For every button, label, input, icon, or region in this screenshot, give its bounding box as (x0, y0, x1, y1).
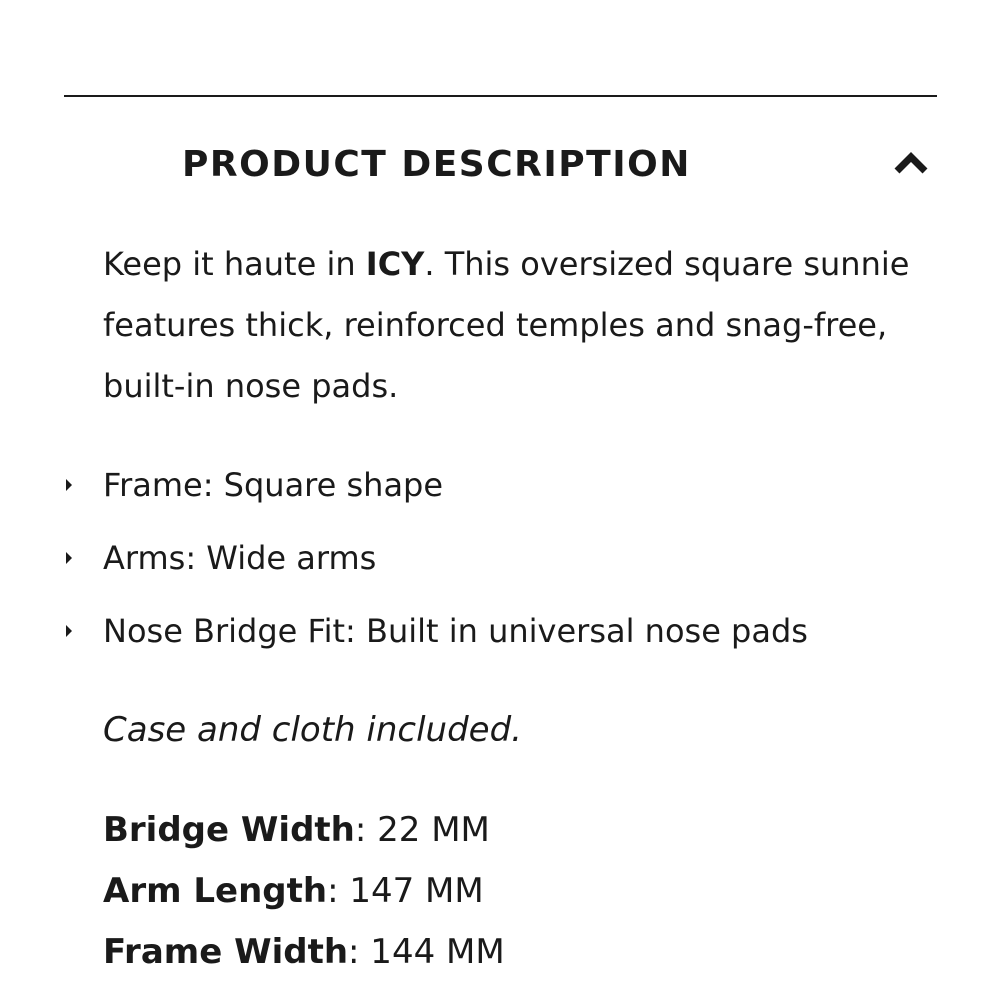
spec-list (103, 800, 505, 983)
feature-text: Arms: Wide arms (103, 539, 377, 577)
feature-list (0, 454, 1000, 673)
chevron-up-icon (888, 144, 934, 180)
list-item (0, 600, 1000, 673)
spec-value: : 144 MM (348, 932, 505, 972)
product-description-header[interactable] (0, 138, 1000, 194)
list-item (0, 454, 1000, 527)
bullet-icon (64, 478, 74, 492)
bullet-icon (64, 624, 74, 638)
spec-row (103, 861, 505, 922)
intro-text-start: Keep it haute in (103, 245, 366, 283)
product-intro (103, 234, 963, 417)
feature-text: Frame: Square shape (103, 466, 444, 504)
intro-highlight: ICY (365, 245, 425, 283)
spec-label: Arm Length (103, 871, 328, 911)
section-divider (64, 95, 937, 97)
spec-value: : 147 MM (327, 871, 484, 911)
bullet-icon (64, 551, 74, 565)
intro-text-end: . This oversized square sunnie features thick, reinforced temples and snag-free, built-in nose pads. (103, 245, 910, 405)
spec-label: Frame Width (103, 932, 349, 972)
section-title: PRODUCT DESCRIPTION (182, 144, 691, 185)
collapse-toggle-button[interactable] (888, 144, 934, 180)
spec-row (103, 922, 505, 983)
feature-text: Nose Bridge Fit: Built in universal nose pads (103, 612, 808, 650)
included-note: Case and cloth included. (103, 710, 522, 750)
list-item (0, 527, 1000, 600)
spec-label: Bridge Width (103, 810, 355, 850)
spec-value: : 22 MM (354, 810, 490, 850)
spec-row (103, 800, 505, 861)
